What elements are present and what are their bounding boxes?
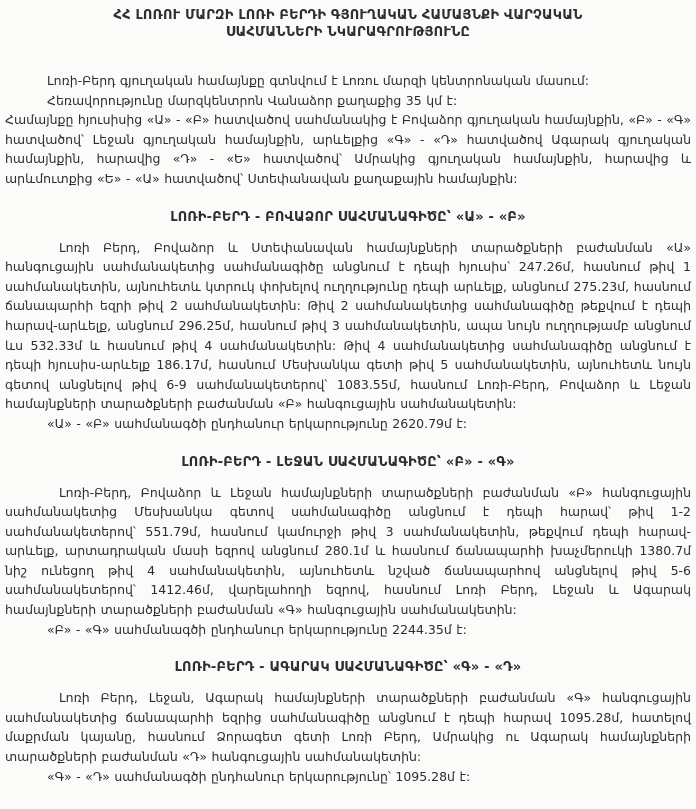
section-a-b-summary: «Ա» - «Բ» սահմանագծի ընդհանուր երկարությունը 2620.79մ է: (47, 415, 468, 431)
document-title-line2: ՍԱՀՄԱՆՆԵՐԻ ՆԿԱՐԱԳՐՈՒԹՅՈՒՆԸ (225, 24, 471, 40)
section-b-g-heading: ԼՈՌԻ-ԲԵՐԴ - ԼԵՋԱՆ ՍԱՀՄԱՆԱԳԻԾԸ՝ «Բ» - «Գ» (181, 454, 515, 470)
section-border-a-b (5, 210, 691, 434)
document-title (5, 8, 691, 41)
section-b-g-body: Լոռի-Բերդ, Բովաձոր և Լեջան համայնքների տարածքների բաժանման «Բ» հանգուցային սահմանակետից Մեսխանկա գետով սահմանագիծը անցնում է դեպի հարավ՝ թիվ 1-2 սահմանակետերով՝ 551.79մ, հասնում կամուրջի թիվ 3 սահմանակետին, թեքվում դեպի հարավ-արևելք, արտադրական մասի եզրով անցնում 280.1մ և հասնում ճանապարհի խաչմերուկի 1380.7մ նիշ ունեցող թիվ 4 սահմանակետին, այնուհետև նշված ճանապարհով անցնելով թիվ 5-6 սահմանակետերով՝ 1412.46մ, վարելահողի եզրով, հասնում Լոռի Բերդ, Լեջան և Ագարակ համայնքների տարածքների բաժանման «Գ» հանգուցային սահմանակետին: (5, 484, 691, 618)
intro-location-paragraph: Լոռի-Բերդ գյուղական համայնքը գտնվում է Լոռու մարզի կենտրոնական մասում: (47, 73, 589, 88)
section-border-g-d (5, 660, 691, 786)
intro-block (5, 71, 691, 189)
document-title-line1: ՀՀ ԼՈՌՈՒ ՄԱՐԶԻ ԼՈՌԻ ԲԵՐԴԻ ԳՅՈՒՂԱԿԱՆ ՀԱՄԱՅՆՔԻ ՎԱՐՉԱԿԱՆ (113, 8, 583, 23)
intro-distance-paragraph: Հեռավորությունը մարզկենտրոն Վանաձոր քաղաքից 35 կմ է: (47, 92, 458, 108)
section-border-b-g (5, 455, 691, 640)
intro-neighbors-paragraph: Համայնքը հյուսիսից «Ա» - «Բ» հատվածով սահմանակից է Բովաձոր գյուղական համայնքին, «Բ» - «Գ» հատվածով՝ Լեջան գյուղական համայնքին, արևելքից «Գ» - «Դ» հատվածով Ագարակ գյուղական համայնքին, հարավից «Դ» - «Ե» հատվածով՝ Ամրակից գյուղական համայնքին, հարավից և արևմուտքից «Ե» - «Ա» հատվածով՝ Ստեփանավան քաղաքային համայնքին: (5, 112, 691, 186)
section-g-d-body: Լոռի Բերդ, Լեջան, Ագարակ համայնքների տարածքների բաժանման «Գ» հանգուցային սահմանակետից ճանապարհի եզրից սահմանագիծը անցնում է դեպի հարավ 1095.28մ, հատելով մաքրման կայանը, հասնում Ձորագետ գետի Լոռի Բերդ, Ամրակից ու Ագարակ համայնքների տարածքների բաժանման «Դ» հանգուցային սահմանակետին: (5, 690, 691, 765)
section-a-b-heading: ԼՈՌԻ-ԲԵՐԴ - ԲՈՎԱՁՈՐ ՍԱՀՄԱՆԱԳԻԾԸ՝ «Ա» - «Բ» (170, 209, 526, 225)
section-g-d-summary: «Գ» - «Դ» սահմանագծի ընդհանուր երկարությունը՝ 1095.28մ է: (47, 768, 471, 784)
section-b-g-summary: «Բ» - «Գ» սահմանագծի ընդհանուր երկարությունը 2244.35մ է: (47, 621, 467, 637)
section-g-d-heading: ԼՈՌԻ-ԲԵՐԴ - ԱԳԱՐԱԿ ՍԱՀՄԱՆԱԳԻԾԸ՝ «Գ» - «Դ» (174, 660, 522, 676)
section-a-b-body: Լոռի Բերդ, Բովաձոր և Ստեփանավան համայնքների տարածքների բաժանման «Ա» հանգուցային սահմանակետից սահմանագիծը անցնում է դեպի հյուսիս՝ 247.26մ, հասնում թիվ 1 սահմանակետին, այնուհետև կտրուկ փոխելով ուղղությունը դեպի արևելք, անցնում 275.23մ, հասնում ճանապարհի եզրի թիվ 2 սահմանակետին: Թիվ 2 սահմանակետից սահմանագիծը թեքվում է դեպի հարավ-արևելք, անցնում 296.25մ, հասնում թիվ 3 սահմանակետին, ապա նույն ուղղությամբ անցնում ևս 532.33մ և հասնում թիվ 4 սահմանակետին: Թիվ 4 սահմանակետից սահմանագիծը անցնում է դեպի հյուսիս-արևելք 186.17մ, հասնում Մեսխանկա գետի թիվ 5 սահմանակետին, այնուհետև նույն գետով անցնելով թիվ 6-9 սահմանակետերով՝ 1083.55մ, հասնում Լոռի-Բերդ, Բովաձոր և Լեջան համայնքների տարածքների բաժանման «Բ» հանգուցային սահմանակետին: (5, 239, 691, 412)
